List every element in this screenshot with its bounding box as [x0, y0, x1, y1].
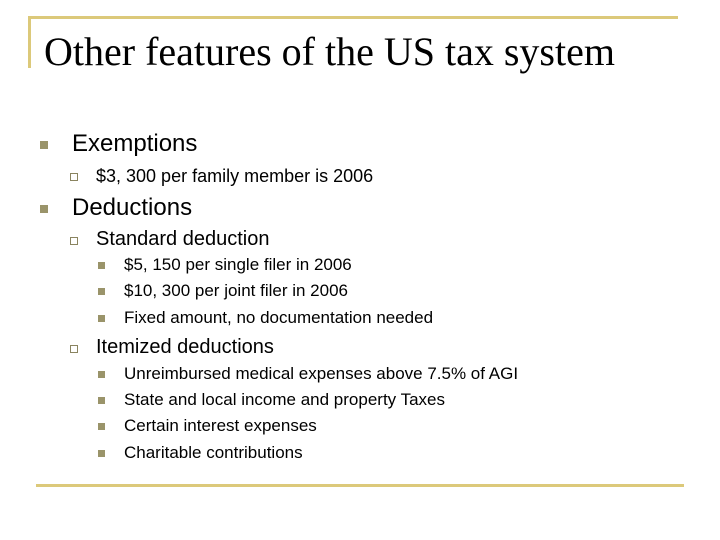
left-rule	[28, 16, 31, 68]
bullet-label: $3, 300 per family member is 2006	[96, 166, 374, 186]
bullet-label: Certain interest expenses	[124, 416, 317, 435]
bullet-label: Exemptions	[72, 130, 198, 157]
itemized-item	[124, 442, 303, 464]
subbullet-standard-deduction	[96, 227, 269, 251]
subbullet-itemized-deductions	[96, 335, 274, 359]
bullet-label: Fixed amount, no documentation needed	[124, 308, 434, 327]
square-bullet-icon	[98, 450, 105, 457]
square-bullet-icon	[98, 262, 105, 269]
hollow-square-bullet-icon	[70, 173, 78, 181]
standard-item	[124, 307, 433, 329]
bottom-rule	[36, 484, 684, 487]
square-bullet-icon	[98, 397, 105, 404]
square-bullet-icon	[98, 288, 105, 295]
bullet-label: Unreimbursed medical expenses above 7.5% of AGI	[124, 364, 519, 383]
bullet-label: Deductions	[72, 194, 193, 221]
bullet-exemptions	[72, 130, 197, 158]
top-rule	[28, 16, 678, 19]
square-bullet-icon	[40, 205, 48, 213]
itemized-item	[124, 415, 317, 437]
square-bullet-icon	[98, 315, 105, 322]
bullet-label: Itemized deductions	[96, 336, 274, 358]
hollow-square-bullet-icon	[70, 345, 78, 353]
standard-item	[124, 280, 348, 302]
bullet-label: State and local income and property Taxes	[124, 390, 445, 409]
standard-item	[124, 254, 352, 276]
bullet-label: Standard deduction	[96, 228, 270, 250]
square-bullet-icon	[40, 141, 48, 149]
bullet-label: $5, 150 per single filer in 2006	[124, 255, 352, 274]
hollow-square-bullet-icon	[70, 237, 78, 245]
slide-title: Other features of the US tax system	[44, 29, 615, 74]
itemized-item	[124, 363, 518, 385]
square-bullet-icon	[98, 371, 105, 378]
bullet-label: Charitable contributions	[124, 443, 303, 462]
bullet-label: $10, 300 per joint filer in 2006	[124, 281, 348, 300]
square-bullet-icon	[98, 423, 105, 430]
bullet-deductions	[72, 194, 192, 222]
itemized-item	[124, 389, 445, 411]
subbullet-exemption-amount	[96, 165, 373, 187]
